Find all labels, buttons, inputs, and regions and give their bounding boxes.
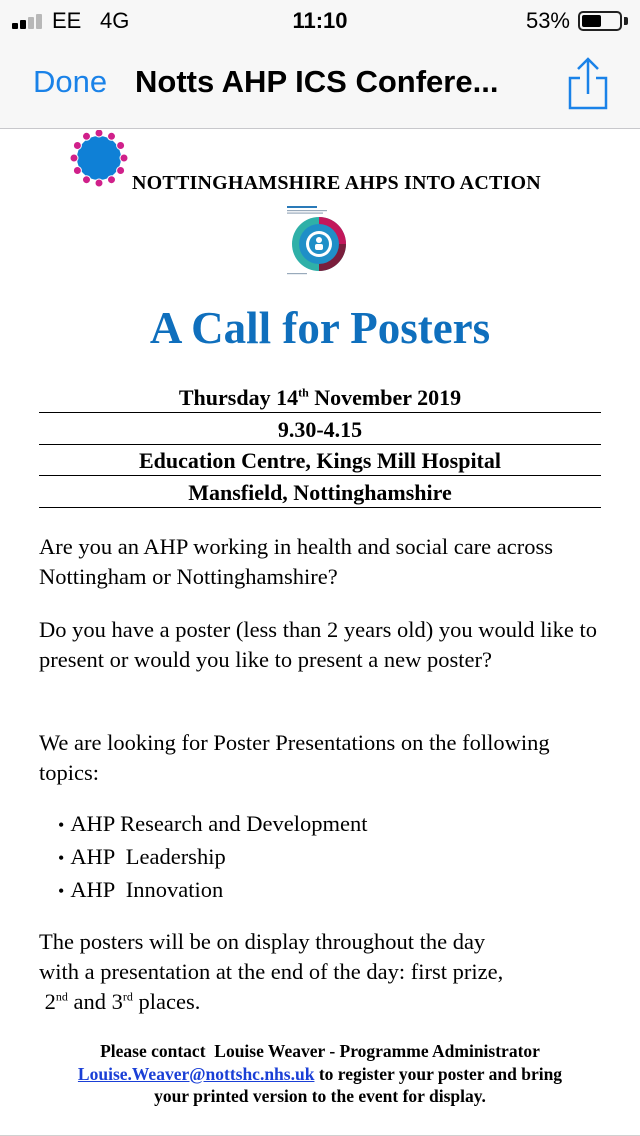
ahps-into-action-logo [283, 202, 355, 278]
battery-icon [578, 11, 622, 31]
topic-label: AHP Leadership [70, 844, 226, 869]
notts-ahps-logo-icon [66, 130, 132, 190]
battery-cap [624, 17, 628, 25]
intro-paragraph: Are you an AHP working in health and social care across Nottingham or Nottinghamshire? [39, 534, 554, 589]
contact-line-2 [30, 1063, 610, 1086]
prize-sup: nd [55, 989, 68, 1004]
topic-label: AHP Research and Development [70, 811, 368, 836]
display-info-line-3 [39, 987, 604, 1017]
status-bar [0, 0, 640, 40]
contact-line-1: Please contact Louise Weaver - Programme Administrator [100, 1041, 540, 1061]
contact-block [30, 1040, 610, 1108]
topic-label: AHP Innovation [70, 877, 224, 902]
battery-percent: 53% [525, 8, 570, 33]
status-time: 11:10 [292, 8, 348, 33]
display-info-paragraph [39, 927, 604, 1017]
list-item: • AHP Innovation [58, 877, 224, 902]
topics-intro-paragraph: We are looking for Poster Presentations on the following topics: [39, 730, 550, 785]
event-date [39, 382, 601, 413]
prize-text: places. [132, 989, 201, 1014]
contact-line-3: your printed version to the event for display. [154, 1086, 486, 1106]
list-item: • AHP Research and Development [58, 811, 368, 836]
prize-sup: rd [122, 989, 133, 1004]
event-date-rest: November 2019 [308, 385, 462, 410]
display-info-line-1: The posters will be on display throughout the day [39, 929, 486, 954]
event-time: 9.30-4.15 [39, 414, 601, 445]
contact-email-link[interactable]: Louise.Weaver@nottshc.nhs.uk [77, 1063, 315, 1084]
share-icon [566, 56, 610, 112]
network-type: 4G [100, 8, 130, 33]
prize-text: 2 [39, 989, 56, 1014]
list-item: • AHP Leadership [58, 844, 226, 869]
share-button[interactable] [566, 56, 610, 112]
prize-text: and 3 [67, 989, 123, 1014]
carrier-name: EE [52, 8, 82, 33]
document-page [0, 130, 640, 1136]
event-venue: Education Centre, Kings Mill Hospital [39, 445, 601, 476]
document-title: Notts AHP ICS Confere... [135, 64, 499, 99]
done-button[interactable]: Done [33, 64, 108, 99]
poster-question-paragraph: Do you have a poster (less than 2 years old) you would like to present or would you like to present a new poster? [39, 617, 598, 672]
organisation-title: NOTTINGHAMSHIRE AHPS INTO ACTION [132, 172, 541, 194]
navigation-bar [0, 40, 640, 129]
display-info-line-2: with a presentation at the end of the day: first prize, [39, 959, 504, 984]
topics-list [58, 808, 558, 907]
battery-fill [582, 15, 601, 27]
event-location: Mansfield, Nottinghamshire [39, 477, 601, 508]
event-date-suffix: th [298, 385, 309, 400]
event-date-prefix: Thursday 14 [178, 385, 299, 410]
contact-line-2-text: to register your poster and bring [314, 1063, 563, 1084]
call-for-posters-heading: A Call for Posters [149, 303, 491, 353]
